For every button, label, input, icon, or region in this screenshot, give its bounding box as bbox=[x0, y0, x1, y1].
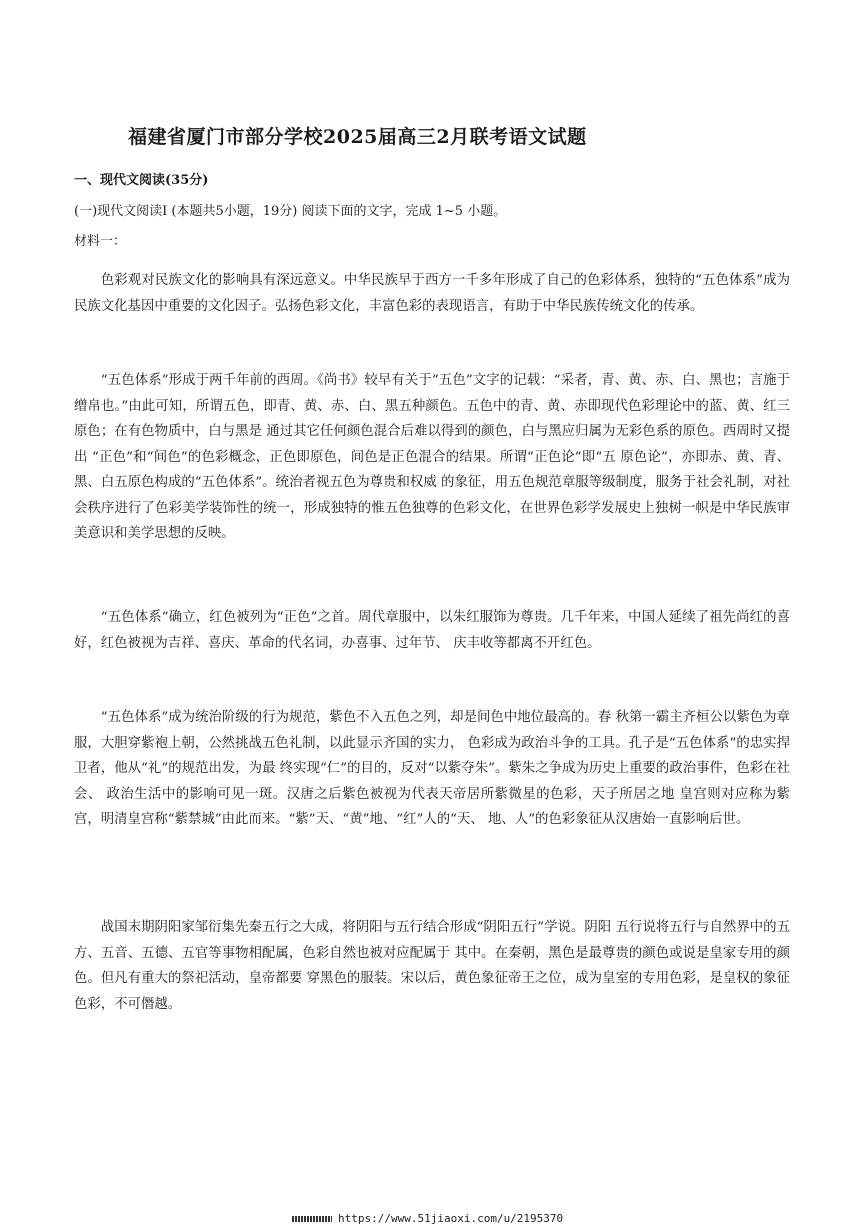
document-title: 福建省厦门市部分学校2025届高三2月联考语文试题 bbox=[128, 126, 587, 148]
paragraph: “五色体系”确立，红色被列为“正色”之首。周代章服中，以朱红服饰为尊贵。几千年来，中国人延续了祖先尚红的喜好，红色被视为吉祥、喜庆、革命的代名词，办喜事、过年节、 庆丰收等都离不开红色。 bbox=[74, 610, 790, 651]
paragraph: “五色体系”成为统治阶级的行为规范，紫色不入五色之列，却是间色中地位最高的。春 秋第一霸主齐桓公以紫色为章服，大胆穿紫袍上朝，公然挑战五色礼制，以此显示齐国的实力， 色彩成为政治斗争的工具。孔子是“五色体系”的忠实捍卫者，他从“礼”的规范出发，为最 终实现“仁”的目的，反对“以紫夺朱”。紫朱之争成为历史上重要的政治事件，色彩在社会、 政治生活中的影响可见一斑。汉唐之后紫色被视为代表天帝居所紫微星的色彩，天子所居之地 皇宫则对应称为紫宫，明清皇宫称“紫禁城”由此而来。“紫”天、“黄”地、“红”人的“天、 地、人”的色彩象征从汉唐始一直影响后世。 bbox=[74, 710, 790, 827]
footer-url[interactable]: https://www.51jiaoxi.com/u/2195370 bbox=[338, 1212, 564, 1225]
footer-watermark bbox=[292, 1212, 563, 1225]
paragraph: 色彩观对民族文化的影响具有深远意义。中华民族早于西方一千多年形成了自己的色彩体系，独特的“五色体系”成为民族文化基因中重要的文化因子。弘扬色彩文化，丰富色彩的表现语言，有助于中华民族传统文化的传承。 bbox=[74, 273, 790, 314]
barcode-mark bbox=[292, 1216, 332, 1222]
paragraph: “五色体系”形成于两千年前的西周。《尚书》较早有关于“五色”文字的记载：“采者，青、黄、赤、白、黑也；言施于缯帛也。”由此可知，所谓五色，即青、黄、赤、白、黑五种颜色。五色中的青、黄、赤即现代色彩理论中的蓝、黄、红三原色；在有色物质中，白与黑是 通过其它任何颜色混合后难以得到的颜色，白与黑应归属为无彩色系的原色。西周时又提出 “正色”和“间色”的色彩概念，正色即原色，间色是正色混合的结果。所谓“正色论”即“五 原色论”，亦即赤、黄、青、黑、白五原色构成的“五色体系”。统治者视五色为尊贵和权威 的象征，用五色规范章服等级制度，服务于社会礼制，对社会秩序进行了色彩美学装饰性的统一，形成独特的惟五色独尊的色彩文化，在世界色彩学发展史上独树一帜是中华民族审美意识和美学思想的反映。 bbox=[74, 373, 790, 541]
paragraph: 战国末期阴阳家邹衍集先秦五行之大成，将阴阳与五行结合形成“阴阳五行”学说。阴阳 五行说将五行与自然界中的五方、五音、五德、五官等事物相配属，色彩自然也被对应配属于 其中。在秦朝，黑色是最尊贵的颜色或说是皇家专用的颜色。但凡有重大的祭祀活动，皇帝都要 穿黑色的服装。宋以后，黄色象征帝王之位，成为皇室的专用色彩，是皇权的象征色彩，不可僭越。 bbox=[74, 920, 790, 1012]
material-label: 材料一： bbox=[74, 234, 127, 249]
subsection-instructions: (一)现代文阅读Ⅰ (本题共5小题，19分) 阅读下面的文字，完成 1~5 小题。 bbox=[74, 204, 507, 219]
section-heading: 一、现代文阅读(35分) bbox=[74, 173, 209, 188]
